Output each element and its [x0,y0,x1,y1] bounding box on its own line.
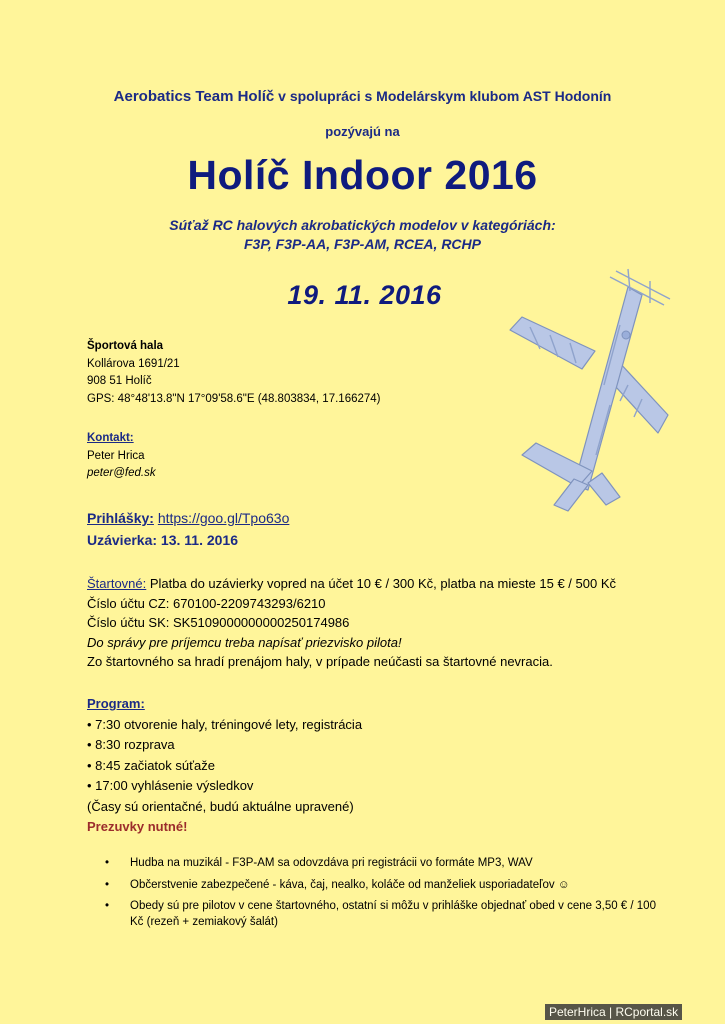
venue-street: Kollárova 1691/21 [87,357,180,370]
fee-block [87,574,616,672]
list-item [105,899,665,930]
venue-block [87,338,381,408]
note-text: Občerstvenie zabezpečené - káva, čaj, nealko, koláče od manželiek usporiadateľov ☺ [130,878,570,891]
account-sk: Číslo účtu SK: SK5109000000000250174986 [87,615,350,630]
subtitle-line-1: Súťaž RC halových akrobatických modelov v kategóriách: [169,217,556,233]
notes-list [105,856,665,936]
venue-gps: GPS: 48°48'13.8"N 17°09'58.6"E (48.803834, 17.166274) [87,392,381,405]
note-text: Obedy sú pre pilotov v cene štartovného, ostatní si môžu v prihláške objednať obed v cene 3,50 € / 100 Kč (rezeň + zemiakový šalát) [130,900,656,928]
invite-text: pozývajú na [325,124,400,139]
program-item: • 8:45 začiatok súťaže [87,757,215,773]
contact-person: Peter Hrica [87,449,145,462]
organizer-suffix: v spolupráci s Modelárskym klubom AST Hodonín [274,88,612,104]
event-title: Holíč Indoor 2016 [187,152,538,198]
payment-note: Do správy pre príjemcu treba napísať priezvisko pilota! [87,634,402,650]
refund-note: Zo štartovného sa hradí prenájom haly, v prípade neúčasti sa štartovné nevracia. [87,654,553,669]
venue-name: Športová hala [87,340,164,352]
event-date: 19. 11. 2016 [287,280,442,310]
organizer-name: Aerobatics Team Holíč [113,88,275,105]
intro-line [0,88,725,105]
registration-deadline: Uzávierka: 13. 11. 2016 [87,532,239,548]
watermark-credit: PeterHrica | RCportal.sk [545,1004,682,1020]
fee-heading: Štartovné: [87,576,147,591]
program-block [87,694,362,838]
registration-link[interactable]: https://goo.gl/Tpo63o [157,510,290,526]
contact-email[interactable]: peter@fed.sk [87,467,156,479]
venue-city: 908 51 Holíč [87,375,152,387]
fee-text: Platba do uzávierky vopred na účet 10 € / 300 Kč, platba na mieste 15 € / 500 Kč [146,576,617,591]
subtitle-line-2: F3P, F3P-AA, F3P-AM, RCEA, RCHP [244,236,481,252]
contact-heading: Kontakt: [87,432,134,444]
shoes-warning: Prezuvky nutné! [87,819,188,834]
account-cz: Číslo účtu CZ: 670100-2209743293/6210 [87,595,326,611]
bullet: • [105,900,110,912]
bullet: • [105,857,110,869]
event-subtitle [0,216,725,254]
note-text: Hudba na muzikál - F3P-AM sa odovzdáva pri registrácii vo formáte MP3, WAV [130,857,533,869]
program-item: • 8:30 rozprava [87,737,175,752]
list-item [105,878,665,894]
bullet: • [105,878,110,891]
program-heading: Program: [87,696,145,711]
program-item: • 7:30 otvorenie haly, tréningové lety, registrácia [87,716,363,732]
list-item [105,856,665,872]
program-disclaimer: (Časy sú orientačné, budú aktuálne upravené) [87,798,354,814]
airplane-image [500,265,685,515]
program-item: • 17:00 vyhlásenie výsledkov [87,778,254,793]
contact-block [87,430,156,483]
registration-heading: Prihlášky: [87,510,154,526]
registration-block [87,507,289,551]
